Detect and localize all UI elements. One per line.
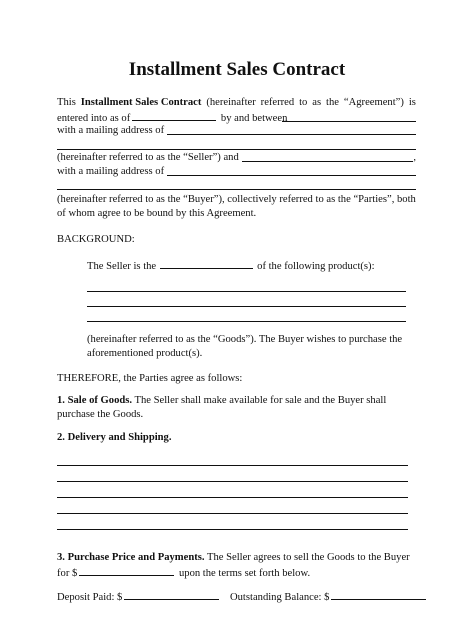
agree-line: of whom agree to be bound by this Agreement. <box>57 208 257 219</box>
section-2-title: 2. Delivery and Shipping. <box>57 432 172 443</box>
payment-line <box>57 589 428 605</box>
seller-is-line <box>87 258 375 274</box>
price-line <box>57 565 310 581</box>
intro-line-1 <box>57 96 416 110</box>
mailing-label: with a mailing address of <box>57 166 165 177</box>
product-blank-3[interactable] <box>87 321 406 322</box>
comma: , <box>413 152 416 163</box>
seller-role-blank[interactable] <box>160 258 253 269</box>
therefore-line: THEREFORE, the Parties agree as follows: <box>57 373 243 384</box>
between-label: by and between <box>220 113 288 124</box>
background-heading: BACKGROUND: <box>57 234 135 245</box>
intro-word: is <box>408 97 416 108</box>
deposit-blank[interactable] <box>124 589 219 600</box>
mailing-line-1 <box>57 124 416 138</box>
section-1-line-2: purchase the Goods. <box>57 409 144 420</box>
mailing-address-blank-2[interactable] <box>167 165 416 176</box>
intro-word: referred <box>260 97 295 108</box>
balance-label: Outstanding Balance: $ <box>229 592 330 603</box>
intro-word: the <box>326 97 339 108</box>
document-title: Installment Sales Contract <box>128 59 346 80</box>
intro-word: as <box>312 97 322 108</box>
intro-word: This <box>57 97 76 108</box>
section-3-title: 3. Purchase Price and Payments. <box>57 552 205 563</box>
terms-text: upon the terms set forth below. <box>178 568 311 579</box>
buyer-ref-line: (hereinafter referred to as the “Buyer”), collectively referred to as the “Parties”, both <box>57 194 416 205</box>
section-3-line <box>57 551 410 565</box>
delivery-blank-4[interactable] <box>57 513 408 514</box>
products-label: of the following product(s): <box>257 261 375 272</box>
delivery-blank-1[interactable] <box>57 465 408 466</box>
balance-blank[interactable] <box>331 589 426 600</box>
address-continuation-blank-2[interactable] <box>57 189 416 190</box>
section-3-text: The Seller agrees to sell the Goods to the Buyer <box>206 552 410 563</box>
section-1-title: 1. Sale of Goods. <box>57 395 133 406</box>
address-continuation-blank-1[interactable] <box>57 149 416 150</box>
product-blank-2[interactable] <box>87 306 406 307</box>
product-blank-1[interactable] <box>87 291 406 292</box>
goods-ref-line-2: aforementioned product(s). <box>87 348 203 359</box>
goods-ref-line-1: (hereinafter referred to as the “Goods”). The Buyer wishes to purchase the <box>87 334 403 345</box>
seller-line <box>57 151 416 165</box>
party-two-blank[interactable] <box>242 151 414 162</box>
party-one-blank[interactable] <box>282 121 416 122</box>
intro-word: “Agreement”) <box>343 97 404 108</box>
price-blank[interactable] <box>79 565 174 576</box>
section-1-line <box>57 394 386 408</box>
seller-ref-text: (hereinafter referred to as the “Seller”) and <box>57 152 239 163</box>
entered-label: entered into as of <box>57 113 131 124</box>
date-blank[interactable] <box>132 110 216 121</box>
mailing-address-blank-1[interactable] <box>167 124 416 135</box>
mailing-line-2 <box>57 165 416 179</box>
deposit-label: Deposit Paid: $ <box>57 592 123 603</box>
intro-word: (hereinafter <box>206 97 256 108</box>
delivery-blank-5[interactable] <box>57 529 408 530</box>
intro-word: to <box>299 97 308 108</box>
delivery-blank-3[interactable] <box>57 497 408 498</box>
delivery-blank-2[interactable] <box>57 481 408 482</box>
contract-name-bold: Installment Sales Contract <box>80 97 202 108</box>
section-1-text: The Seller shall make available for sale and the Buyer shall <box>134 395 387 406</box>
mailing-label: with a mailing address of <box>57 125 165 136</box>
seller-is-label: The Seller is the <box>87 261 157 272</box>
price-label: for $ <box>57 568 78 579</box>
